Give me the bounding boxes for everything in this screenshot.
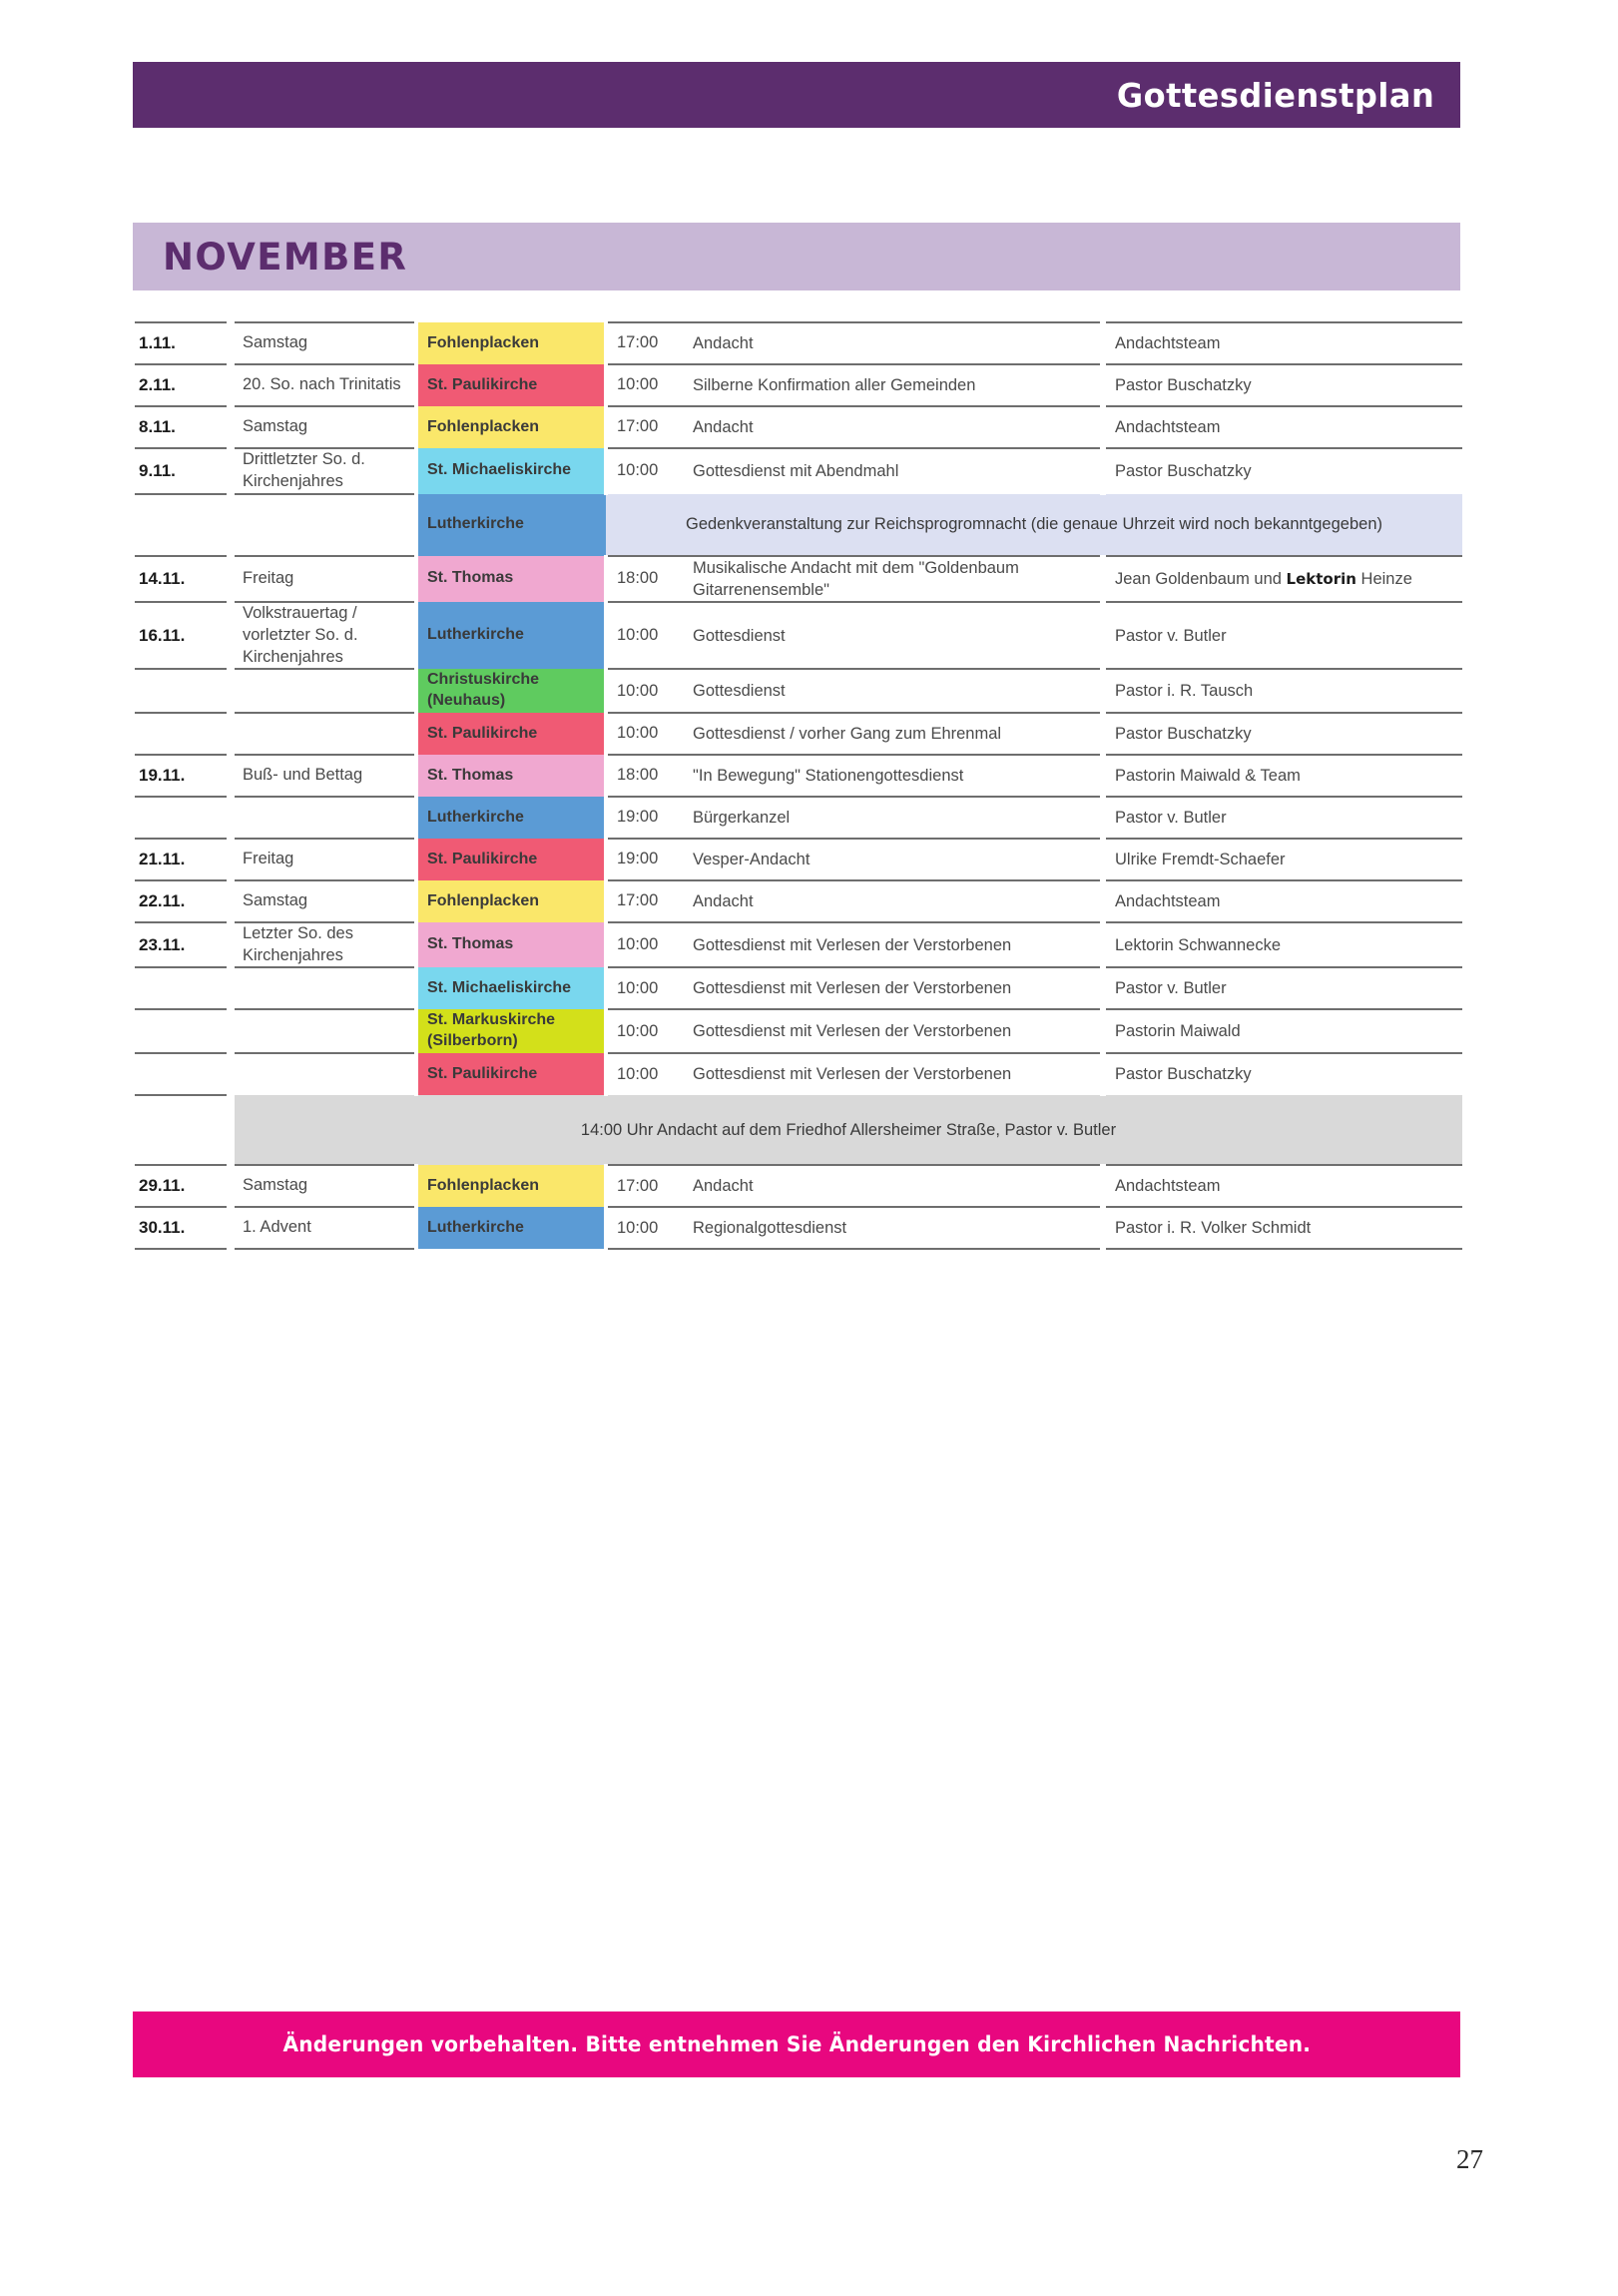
row-church: Fohlenplacken [416,1165,606,1207]
row-date: 14.11. [135,556,231,603]
page-number: 27 [1456,2144,1483,2174]
table-row [135,839,1462,880]
row-event: Gottesdienst [684,602,1103,669]
row-leader: Pastorin Maiwald [1103,1009,1462,1053]
table-row [135,967,1462,1009]
row-date: 21.11. [135,839,231,880]
schedule-body [135,322,1462,1249]
table-row [135,1095,1462,1165]
row-leader: Pastor i. R. Volker Schmidt [1103,1207,1462,1249]
row-date: 19.11. [135,755,231,797]
row-date: 9.11. [135,448,231,494]
table-row [135,448,1462,494]
row-event: Gottesdienst mit Verlesen der Verstorbenen [684,1009,1103,1053]
row-occasion: Drittletzter So. d. Kirchenjahres [231,448,416,494]
row-date [135,1053,231,1095]
row-event: Andacht [684,1165,1103,1207]
row-event: Regionalgottesdienst [684,1207,1103,1249]
row-leader: Pastor v. Butler [1103,967,1462,1009]
row-occasion: Freitag [231,839,416,880]
row-leader: Pastor Buschatzky [1103,364,1462,406]
row-leader: Pastorin Maiwald & Team [1103,755,1462,797]
row-occasion: 20. So. nach Trinitatis [231,364,416,406]
row-leader-emphasis: Lektorin [1286,569,1356,588]
row-church: Fohlenplacken [416,880,606,922]
table-row [135,922,1462,968]
row-event: Gottesdienst mit Abendmahl [684,448,1103,494]
row-date [135,967,231,1009]
row-occasion: Samstag [231,406,416,448]
row-date: 30.11. [135,1207,231,1249]
row-date: 2.11. [135,364,231,406]
row-occasion [231,1009,416,1053]
table-row [135,494,1462,556]
service-schedule-table [135,321,1462,1250]
row-time: 10:00 [606,602,684,669]
row-occasion: Volkstrauertag / vorletzter So. d. Kirchenjahres [231,602,416,669]
row-leader: Lektorin Schwannecke [1103,922,1462,968]
row-church: Fohlenplacken [416,322,606,364]
row-church: St. Michaeliskirche [416,967,606,1009]
row-time: 17:00 [606,1165,684,1207]
row-leader: Pastor Buschatzky [1103,713,1462,755]
row-event: "In Bewegung" Stationengottesdienst [684,755,1103,797]
row-church: St. Paulikirche [416,839,606,880]
row-church: St. Markuskirche (Silberborn) [416,1009,606,1053]
row-occasion [231,967,416,1009]
row-date [135,494,231,556]
row-date: 23.11. [135,922,231,968]
row-leader: Ulrike Fremdt-Schaefer [1103,839,1462,880]
row-event: Vesper-Andacht [684,839,1103,880]
row-event: Gottesdienst mit Verlesen der Verstorbenen [684,922,1103,968]
row-leader: Jean Goldenbaum und Lektorin Heinze [1103,556,1462,603]
row-time: 10:00 [606,1009,684,1053]
table-row [135,755,1462,797]
row-church: Lutherkirche [416,602,606,669]
row-church: Fohlenplacken [416,406,606,448]
row-occasion: Letzter So. des Kirchenjahres [231,922,416,968]
row-time: 10:00 [606,713,684,755]
table-row [135,602,1462,669]
row-event: Gottesdienst [684,669,1103,713]
row-church: Christuskirche (Neuhaus) [416,669,606,713]
row-date: 1.11. [135,322,231,364]
table-row [135,1165,1462,1207]
row-occasion [231,713,416,755]
page-title: Gottesdienstplan [1116,75,1434,115]
row-time: 17:00 [606,880,684,922]
table-row [135,1207,1462,1249]
footer-notice-text: Änderungen vorbehalten. Bitte entnehmen Sie Änderungen den Kirchlichen Nachrichten. [282,2032,1311,2056]
row-event: Gottesdienst mit Verlesen der Verstorbenen [684,967,1103,1009]
row-church: Lutherkirche [416,797,606,839]
row-time: 19:00 [606,797,684,839]
row-occasion [231,797,416,839]
row-church: St. Paulikirche [416,713,606,755]
row-time: 10:00 [606,967,684,1009]
row-date: 22.11. [135,880,231,922]
table-row [135,322,1462,364]
row-church: St. Thomas [416,755,606,797]
table-row [135,669,1462,713]
table-row [135,364,1462,406]
row-church: Lutherkirche [416,494,606,556]
table-row [135,880,1462,922]
row-occasion: Samstag [231,880,416,922]
row-time: 10:00 [606,922,684,968]
row-event: Silberne Konfirmation aller Gemeinden [684,364,1103,406]
row-event: Andacht [684,880,1103,922]
row-event: Andacht [684,322,1103,364]
row-church: St. Michaeliskirche [416,448,606,494]
table-row [135,556,1462,603]
table-row [135,1053,1462,1095]
row-date [135,797,231,839]
row-event: Bürgerkanzel [684,797,1103,839]
row-date: 29.11. [135,1165,231,1207]
row-date [135,1095,231,1165]
row-leader: Andachtsteam [1103,406,1462,448]
row-event: Andacht [684,406,1103,448]
row-event: Musikalische Andacht mit dem "Goldenbaum Gitarrenensemble" [684,556,1103,603]
row-date: 16.11. [135,602,231,669]
table-row [135,797,1462,839]
row-time: 17:00 [606,322,684,364]
row-church: Lutherkirche [416,1207,606,1249]
row-leader: Pastor v. Butler [1103,602,1462,669]
page-header-band [133,62,1460,128]
row-date [135,713,231,755]
row-leader: Andachtsteam [1103,1165,1462,1207]
row-occasion [231,669,416,713]
row-time: 19:00 [606,839,684,880]
row-occasion [231,1053,416,1095]
table-row [135,1009,1462,1053]
row-occasion: 1. Advent [231,1207,416,1249]
row-event: Gottesdienst mit Verlesen der Verstorbenen [684,1053,1103,1095]
row-leader: Andachtsteam [1103,880,1462,922]
row-time: 17:00 [606,406,684,448]
row-church: St. Paulikirche [416,1053,606,1095]
row-church: St. Paulikirche [416,364,606,406]
row-occasion [231,494,416,556]
row-date [135,669,231,713]
row-leader: Pastor v. Butler [1103,797,1462,839]
footer-notice-band [133,2011,1460,2077]
row-leader: Pastor Buschatzky [1103,448,1462,494]
row-church: St. Thomas [416,922,606,968]
row-time: 10:00 [606,448,684,494]
row-time: 18:00 [606,556,684,603]
row-time: 10:00 [606,669,684,713]
row-date: 8.11. [135,406,231,448]
row-full-note: 14:00 Uhr Andacht auf dem Friedhof Allersheimer Straße, Pastor v. Butler [231,1095,1462,1165]
row-occasion: Buß- und Bettag [231,755,416,797]
table-row [135,406,1462,448]
row-occasion: Samstag [231,1165,416,1207]
row-occasion: Samstag [231,322,416,364]
table-row [135,713,1462,755]
row-event: Gottesdienst / vorher Gang zum Ehrenmal [684,713,1103,755]
row-leader: Andachtsteam [1103,322,1462,364]
row-time: 10:00 [606,1207,684,1249]
row-time: 10:00 [606,364,684,406]
month-label: NOVEMBER [163,235,408,279]
row-leader: Pastor i. R. Tausch [1103,669,1462,713]
row-leader: Pastor Buschatzky [1103,1053,1462,1095]
row-church: St. Thomas [416,556,606,603]
row-note: Gedenkveranstaltung zur Reichsprogromnacht (die genaue Uhrzeit wird noch bekanntgegeben) [606,494,1462,556]
row-time: 10:00 [606,1053,684,1095]
month-header-band [133,223,1460,290]
row-occasion: Freitag [231,556,416,603]
row-time: 18:00 [606,755,684,797]
row-date [135,1009,231,1053]
